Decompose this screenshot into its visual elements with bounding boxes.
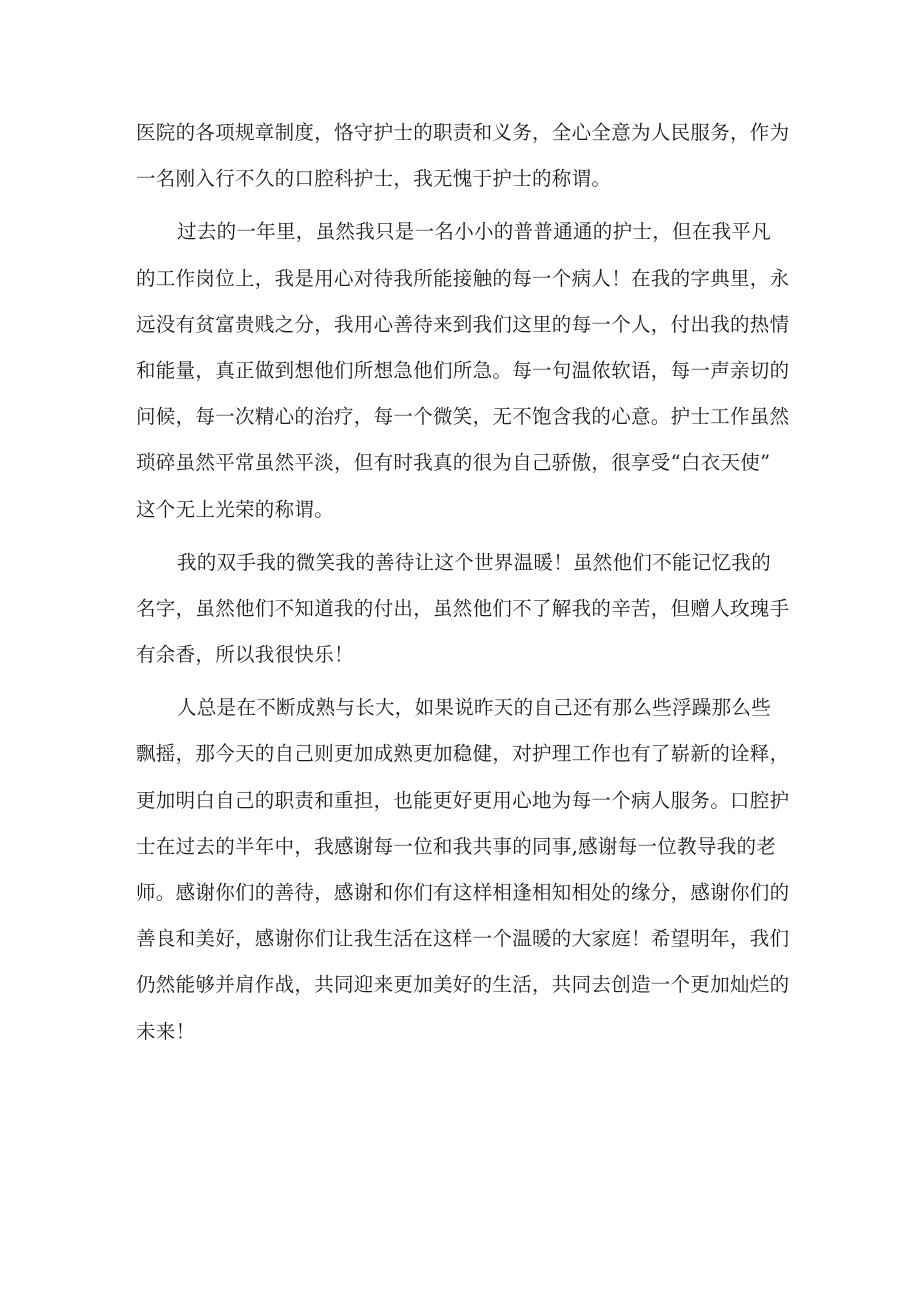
paragraph-3 (136, 540, 801, 679)
text-line: 琐碎虽然平常虽然平淡，但有时我真的很为自己骄傲，很享受“白衣天使” (136, 451, 771, 475)
text-line: 我的双手我的微笑我的善待让这个世界温暖！虽然他们不能记忆我的 (177, 550, 772, 574)
paragraph-4 (136, 685, 801, 1055)
text-line: 更加明白自己的职责和重担，也能更好更用心地为每一个病人服务。口腔护 (136, 788, 790, 812)
text-line: 名字，虽然他们不知道我的付出，虽然他们不了解我的辛苦，但赠人玫瑰手 (136, 596, 790, 620)
text-line: 远没有贫富贵贱之分，我用心善待来到我们这里的每一个人，付出我的热情 (136, 312, 790, 336)
text-line: 仍然能够并肩作战，共同迎来更加美好的生活，共同去创造一个更加灿烂的 (136, 973, 790, 997)
text-line: 医院的各项规章制度，恪守护士的职责和义务，全心全意为人民服务，作为 (136, 121, 790, 144)
text-line: 未来！ (136, 1019, 196, 1043)
text-line: 人总是在不断成熟与长大，如果说昨天的自己还有那么些浮躁那么些 (177, 696, 772, 720)
text-line: 师。感谢你们的善待，感谢和你们有这样相逢相知相处的缘分，感谢你们的 (136, 881, 790, 904)
text-line: 和能量，真正做到想他们所想急他们所急。每一句温侬软语，每一声亲切的 (136, 358, 790, 382)
text-line: 一名刚入行不久的口腔科护士，我无愧于护士的称谓。 (136, 167, 612, 191)
text-line: 有余香，所以我很快乐！ (136, 643, 354, 667)
text-line: 这个无上光荣的称谓。 (136, 497, 335, 521)
text-line: 士在过去的半年中，我感谢每一位和我共事的同事,感谢每一位教导我的老 (136, 834, 777, 858)
text-line: 的工作岗位上，我是用心对待我所能接触的每一个病人！在我的字典里，永 (136, 266, 790, 290)
paragraph-1 (136, 110, 801, 202)
paragraph-2 (136, 209, 801, 532)
text-line: 飘摇，那今天的自己则更加成熟更加稳健，对护理工作也有了崭新的诠释， (136, 742, 790, 766)
text-line: 善良和美好，感谢你们让我生活在这样一个温暖的大家庭！希望明年，我们 (136, 927, 790, 951)
body-text (136, 110, 801, 1055)
text-line: 问候，每一次精心的治疗，每一个微笑，无不饱含我的心意。护士工作虽然 (136, 405, 790, 429)
text-line: 过去的一年里，虽然我只是一名小小的普普通通的护士，但在我平凡 (177, 220, 772, 244)
